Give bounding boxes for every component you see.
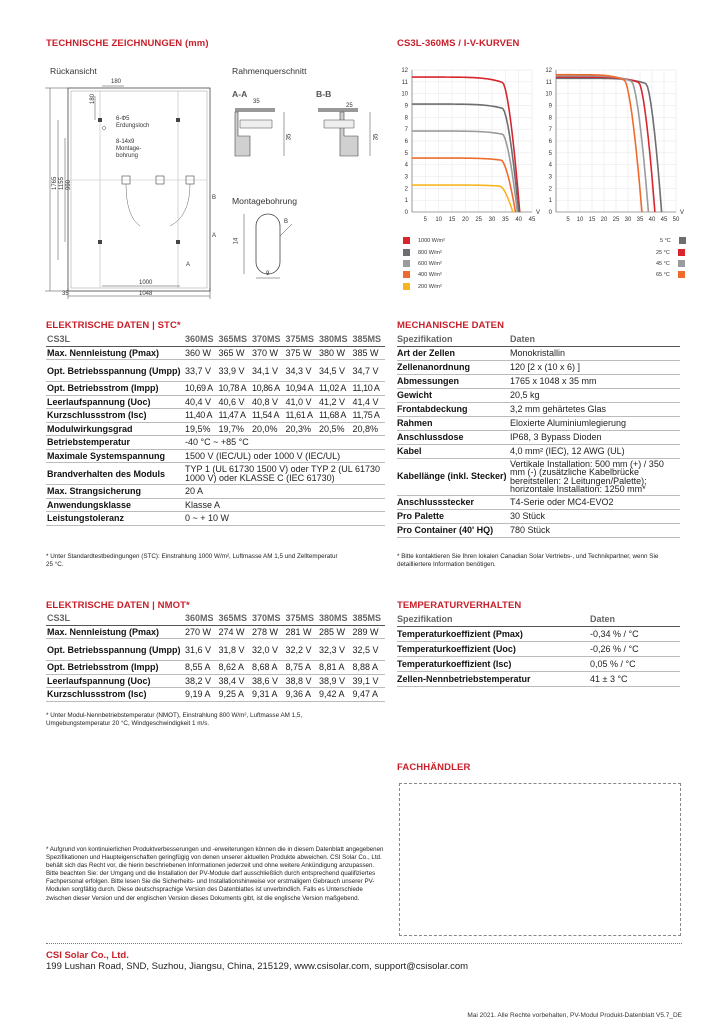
x-tick-label: 25 — [475, 217, 483, 223]
x-tick-label: 20 — [600, 217, 608, 223]
y-tick-label: 0 — [548, 210, 552, 216]
table-row: Art der Zellen Monokristallin — [397, 346, 680, 360]
dim-35-aa: 35 — [253, 99, 260, 105]
y-tick-label: 2 — [404, 186, 408, 193]
x-axis-label: V — [680, 210, 685, 216]
y-tick-label: 12 — [401, 68, 408, 74]
dim-14: 14 — [233, 237, 240, 245]
x-tick-label: 20 — [461, 217, 469, 223]
table-row: Zellenanordnung 120 [2 x (10 x 6) ] — [397, 360, 680, 374]
y-tick-label: 8 — [548, 115, 552, 122]
table-row: Max. Strangsicherung 20 A — [46, 485, 385, 499]
x-tick-label: 5 — [423, 217, 428, 223]
x-tick-label: 35 — [636, 217, 644, 223]
table-row: Leerlaufspannung (Uoc) 38,2 V 38,4 V 38,6 V 38,8 V 38,9 V 39,1 V — [46, 674, 385, 688]
ground-hole-label: 6-Φ5 — [116, 116, 130, 122]
table-row: Modulwirkungsgrad 19,5% 19,7% 20,0% 20,3% 20,5% 20,8% — [46, 422, 385, 436]
y-tick-label: 7 — [548, 127, 552, 134]
x-tick-label: 45 — [528, 217, 536, 223]
x-tick-label: 10 — [576, 217, 584, 223]
x-tick-label: 10 — [435, 217, 443, 223]
table-row: Kabel 4,0 mm² (IEC), 12 AWG (UL) — [397, 444, 680, 458]
table-row: Brandverhalten des Moduls TYP 1 (UL 61730 1500 V) oder TYP 2 (UL 61730 1000 V) oder KLASSE C (IEC 61730) — [46, 463, 385, 485]
x-tick-label: 5 — [566, 217, 570, 223]
y-tick-label: 1 — [404, 198, 408, 205]
section-aa-label: A-A — [232, 89, 248, 99]
table-row: Anschlussstecker T4-Serie oder MC4-EVO2 — [397, 495, 680, 509]
x-tick-label: 25 — [612, 217, 620, 223]
mount-hole-label: 8-14x9 — [116, 139, 135, 145]
table-row: Anwendungsklasse Klasse A — [46, 498, 385, 512]
table-row: Max. Nennleistung (Pmax) 360 W 365 W 370 W 375 W 380 W 385 W — [46, 346, 385, 360]
y-tick-label: 12 — [545, 68, 552, 74]
iv-curve-series — [412, 77, 520, 212]
footer-divider — [46, 943, 682, 944]
y-tick-label: 4 — [548, 162, 552, 169]
y-tick-label: 8 — [404, 115, 408, 122]
x-tick-label: 40 — [515, 217, 523, 223]
section-bb-label: B-B — [316, 89, 332, 99]
temp-table: Spezifikation Daten Temperaturkoeffizient (Pmax) -0,34 % / °C Temperaturkoeffizient (Uoc) -0,26 % / °C Temperaturkoeffizient (Isc) 0,05 % / °C Zellen-Nennbetriebstemperatur 41 ± 3 °C — [397, 613, 680, 687]
dim-a-marker-2: A — [186, 262, 191, 268]
table-row: Opt. Betriebsstrom (Impp) 10,69 A 10,78 A 10,86 A 10,94 A 11,02 A 11,10 A — [46, 382, 385, 396]
iv-curve-series — [412, 185, 513, 212]
copyright-text: Mai 2021. Alle Rechte vorbehalten, PV-Modul Produkt-Datenblatt V5.7_DE — [467, 1012, 682, 1019]
x-tick-label: 45 — [660, 217, 668, 223]
dim-b-marker: B — [212, 195, 217, 201]
table-row: Maximale Systemspannung 1500 V (IEC/UL) oder 1000 V (IEC/UL) — [46, 449, 385, 463]
dim-180-top: 180 — [111, 79, 122, 85]
panel-outline — [68, 88, 210, 291]
table-row: Max. Nennleistung (Pmax) 270 W 274 W 278 W 281 W 285 W 289 W — [46, 625, 385, 639]
table-row: Pro Container (40' HQ) 780 Stück — [397, 523, 680, 537]
legend-item-65c: 65 °C — [656, 271, 685, 278]
technical-drawing — [40, 76, 390, 301]
frame-section-label: Rahmenquerschnitt — [232, 66, 307, 76]
table-row: Kabellänge (inkl. Stecker) Vertikale Installation: 500 mm (+) / 350 mm (-) (zusätzliche Kabelbrücke bereitstellen: 2 Leitungen/Palette); horizontale Installation: 1250 mm* — [397, 458, 680, 495]
y-tick-label: 11 — [401, 79, 408, 86]
temp-title: TEMPERATURVERHALTEN — [397, 600, 522, 611]
table-row: Temperaturkoeffizient (Isc) 0,05 % / °C — [397, 656, 680, 671]
y-tick-label: 7 — [404, 127, 408, 134]
drawings-title: TECHNISCHE ZEICHNUNGEN (mm) — [46, 38, 209, 49]
legend-item-45c: 45 °C — [656, 260, 685, 267]
dim-1048: 1048 — [139, 291, 153, 297]
legend-item-400: 400 W/m² — [403, 271, 442, 278]
x-tick-label: 15 — [588, 217, 596, 223]
table-row: Leerlaufspannung (Uoc) 40,4 V 40,6 V 40,8 V 41,0 V 41,2 V 41,4 V — [46, 395, 385, 409]
table-row: Opt. Betriebsspannung (Umpp) 33,7 V 33,9 V 34,1 V 34,3 V 34,5 V 34,7 V — [46, 360, 385, 382]
table-row: Temperaturkoeffizient (Uoc) -0,26 % / °C — [397, 641, 680, 656]
x-axis-label: V — [536, 210, 541, 216]
y-tick-label: 4 — [404, 162, 408, 169]
table-row: Betriebstemperatur -40 °C ~ +85 °C — [46, 436, 385, 450]
disclaimer-text: * Aufgrund von kontinuierlichen Produktverbesserungen und -erweiterungen können die in diesem Datenblatt angegebenen Spezifikationen und Haupteigenschaften geringfügig von denen unserer aktuellen Produkte abweichen. CSI Solar Co., Ltd. behält sich das Recht vor, die hierin beschriebenen Informationen jederzeit und ohne weitere Ankündigung anzupassen. Bitte beachten Sie: der Umgang und die Installation der PV-Module darf ausschließlich durch entsprechend qualifiziertes Fachpersonal erfolgen. Bitte lesen Sie die Sicherheits- und Installationshinweise vor erstmaligem Gebrauch unserer PV-Modulen sorgfältig durch. Diese deutschsprachige Version des Datenblattes ist unverbindlich. Falls es Unterschiede zwischen dieser Version und der englischen Version dieses Dokuments gibt, ist die englische Version maßgebend. — [46, 846, 384, 902]
dim-1155: 1155 — [59, 177, 65, 190]
dim-1765: 1765 — [52, 176, 58, 190]
y-tick-label: 10 — [545, 91, 552, 98]
mech-footnote: * Bitte kontaktieren Sie Ihren lokalen Canadian Solar Vertriebs-, und Technikpartner, wenn Sie detailliertere Information benötigen. — [397, 553, 659, 568]
legend-item-200: 200 W/m² — [403, 283, 442, 290]
table-row: Anschlussdose IP68, 3 Bypass Dioden — [397, 430, 680, 444]
nmot-title: ELEKTRISCHE DATEN | NMOT* — [46, 600, 190, 611]
stc-title: ELEKTRISCHE DATEN | STC* — [46, 320, 181, 331]
mech-title: MECHANISCHE DATEN — [397, 320, 505, 331]
dim-b-marker-2: B — [284, 219, 289, 225]
mounting-hole-label: Montagebohrung — [232, 196, 297, 206]
legend-item-1000: 1000 W/m² — [403, 237, 445, 244]
company-name: CSI Solar Co., Ltd. — [46, 950, 129, 961]
legend-item-25c: 25 °C — [656, 249, 685, 256]
iv-curve-series — [556, 75, 642, 212]
dim-180-side: 180 — [90, 93, 97, 105]
dim-35-bottom: 35 — [62, 291, 69, 297]
mech-table: Spezifikation Daten Art der Zellen Monokristallin Zellenanordnung 120 [2 x (10 x 6) ] Abmessungen 1765 x 1048 x 35 mm Gewicht 20,5 kg Frontabdeckung 3,2 mm gehärtetes Glas Rahmen Eloxierte Aluminiumlegierung Anschlussdose IP68, 3 Bypass Dioden Kabel 4,0 mm² (IEC), 12 AWG (UL) Kabellänge (inkl. Stecker) Vertikale Installation: 500 mm (+) / 350 mm (-) (zusätzliche Kabelbrücke bereitstellen: 2 Leitungen/Palette); horizontale Installation: 1250 mm* Anschlussstecker T4-Serie oder MC4-EVO2 Pro Palette 30 Stück Pro Container (40' HQ) 780 Stück — [397, 333, 680, 538]
iv-curve-series — [556, 78, 662, 212]
dim-35-aa-height: 35 — [286, 133, 293, 141]
y-tick-label: 5 — [404, 150, 408, 157]
back-view-label: Rückansicht — [50, 66, 97, 76]
y-tick-label: 10 — [401, 91, 408, 98]
table-row: Leistungstoleranz 0 ~ + 10 W — [46, 512, 385, 526]
dim-25-bb: 25 — [346, 103, 353, 109]
table-row: Opt. Betriebsstrom (Impp) 8,55 A 8,62 A 8,68 A 8,75 A 8,81 A 8,88 A — [46, 661, 385, 675]
y-tick-label: 3 — [548, 174, 552, 181]
table-row: Kurzschlussstrom (Isc) 11,40 A 11,47 A 11,54 A 11,61 A 11,68 A 11,75 A — [46, 409, 385, 423]
dim-1000: 1000 — [139, 280, 153, 286]
y-tick-label: 1 — [548, 198, 552, 205]
stc-footnote: * Unter Standardtestbedingungen (STC): Einstrahlung 1000 W/m², Luftmasse AM 1,5 und Zelltemperatur 25 °C. — [46, 553, 338, 568]
x-tick-label: 40 — [648, 217, 656, 223]
y-tick-label: 6 — [404, 139, 408, 145]
y-tick-label: 2 — [548, 186, 552, 193]
x-tick-label: 50 — [672, 217, 680, 223]
dim-a-marker: A — [212, 233, 217, 239]
legend-item-800: 800 W/m² — [403, 249, 442, 256]
table-row: Opt. Betriebsspannung (Umpp) 31,6 V 31,8 V 32,0 V 32,2 V 32,3 V 32,5 V — [46, 639, 385, 661]
y-tick-label: 3 — [404, 174, 408, 181]
nmot-footnote: * Unter Modul-Nennbetriebstemperatur (NMOT), Einstrahlung 800 W/m², Luftmasse AM 1,5, Umgebungstemperatur 20 °C, Windgeschwindigkeit 1 m/s. — [46, 712, 303, 727]
dim-35-bb-height: 35 — [373, 133, 380, 141]
y-tick-label: 11 — [545, 79, 552, 86]
y-tick-label: 9 — [548, 103, 552, 110]
table-row: Rahmen Eloxierte Aluminiumlegierung — [397, 416, 680, 430]
legend-item-5c: 5 °C — [660, 237, 686, 244]
y-tick-label: 6 — [548, 139, 552, 145]
legend-item-600: 600 W/m² — [403, 260, 442, 267]
stc-table: CS3L 360MS 365MS 370MS 375MS 380MS 385MS Max. Nennleistung (Pmax) 360 W 365 W 370 W 375 W 380 W 385 W Opt. Betriebsspannung (Umpp) 33,7 V 33,9 V 34,1 V 34,3 V 34,5 V 34,7 V Opt. Betriebsstrom (Impp) 10,69 A 10,78 A 10,86 A 10,94 A 11,02 A 11,10 A Leerlaufspannung (Uoc) 40,4 V 40,6 V 40,8 V 41,0 V 41,2 V 41,4 V Kurzschlussstrom (Isc) 11,40 A 11,47 A 11,54 A 11,61 A 11,68 A 11,75 A Modulwirkungsgrad 19,5% 19,7% 20,0% 20,3% 20,5% 20,8% Betriebstemperatur -40 °C ~ +85 °C Maximale Systemspannung 1500 V (IEC/UL) oder 1000 V (IEC/UL) Brandverhalten des Moduls TYP 1 (UL 61730 1500 V) oder TYP 2 (UL 61730 1000 V) oder KLASSE C (IEC 61730) Max. Strangsicherung 20 A Anwendungsklasse Klasse A Leistungstoleranz 0 ~ + 10 W — [46, 333, 385, 526]
table-row: Gewicht 20,5 kg — [397, 388, 680, 402]
stc-header-model: CS3L — [46, 333, 184, 346]
iv-curve-series — [412, 131, 517, 212]
company-address: 199 Lushan Road, SND, Suzhou, Jiangsu, China, 215129, www.csisolar.com, support@csisolar.com — [46, 961, 469, 972]
table-row: Zellen-Nennbetriebstemperatur 41 ± 3 °C — [397, 671, 680, 686]
mount-hole-text2: bohrung — [116, 153, 139, 159]
y-tick-label: 9 — [404, 103, 408, 110]
x-tick-label: 35 — [501, 217, 509, 223]
nmot-table: CS3L 360MS 365MS 370MS 375MS 380MS 385MS Max. Nennleistung (Pmax) 270 W 274 W 278 W 281 W 285 W 289 W Opt. Betriebsspannung (Umpp) 31,6 V 31,8 V 32,0 V 32,2 V 32,3 V 32,5 V Opt. Betriebsstrom (Impp) 8,55 A 8,62 A 8,68 A 8,75 A 8,81 A 8,88 A Leerlaufspannung (Uoc) 38,2 V 38,4 V 38,6 V 38,8 V 38,9 V 39,1 V Kurzschlussstrom (Isc) 9,19 A 9,25 A 9,31 A 9,36 A 9,42 A 9,47 A — [46, 612, 385, 702]
iv-curve-series — [556, 76, 648, 212]
table-row: Kurzschlussstrom (Isc) 9,19 A 9,25 A 9,31 A 9,36 A 9,42 A 9,47 A — [46, 688, 385, 702]
dim-990: 990 — [66, 179, 72, 190]
table-row: Pro Palette 30 Stück — [397, 509, 680, 523]
ground-hole-text: Erdungsloch — [116, 123, 150, 129]
dealer-box — [399, 783, 681, 936]
curves-title: CS3L-360MS / I-V-KURVEN — [397, 38, 520, 49]
dim-9: 9 — [266, 271, 270, 277]
y-tick-label: 5 — [548, 150, 552, 157]
y-tick-label: 0 — [404, 210, 408, 216]
table-row: Frontabdeckung 3,2 mm gehärtetes Glas — [397, 402, 680, 416]
dealer-title: FACHHÄNDLER — [397, 762, 471, 773]
x-tick-label: 15 — [448, 217, 456, 223]
table-row: Temperaturkoeffizient (Pmax) -0,34 % / °C — [397, 626, 680, 641]
x-tick-label: 30 — [624, 217, 632, 223]
x-tick-label: 30 — [488, 217, 496, 223]
table-row: Abmessungen 1765 x 1048 x 35 mm — [397, 374, 680, 388]
mount-hole-text1: Montage- — [116, 146, 142, 152]
iv-curves-chart — [396, 60, 686, 225]
